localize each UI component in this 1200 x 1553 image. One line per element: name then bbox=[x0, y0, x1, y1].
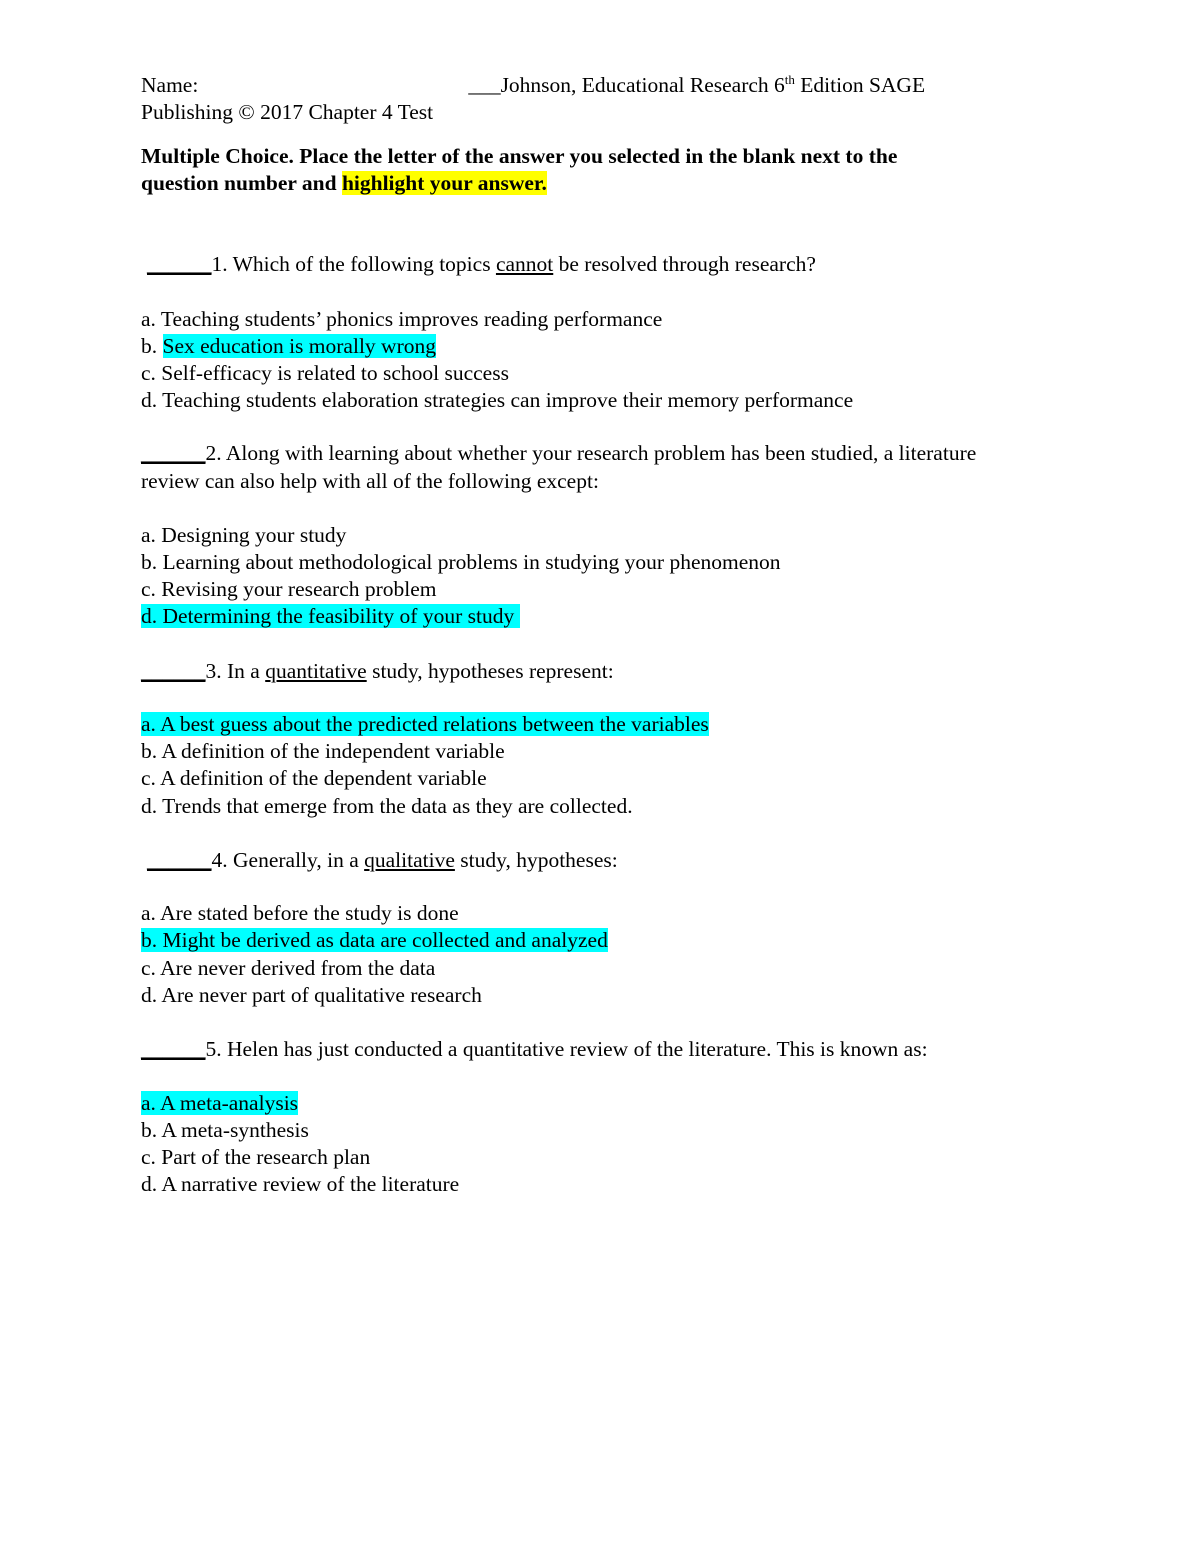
instructions-line-2 bbox=[141, 170, 547, 197]
option-1c bbox=[141, 360, 509, 387]
instructions-line-1: Multiple Choice. Place the letter of the answer you selected in the blank next to the bbox=[141, 144, 898, 168]
option-text: A meta-analysis bbox=[160, 1091, 299, 1115]
option-letter: d. bbox=[141, 1172, 162, 1196]
header-title-sup: th bbox=[784, 71, 795, 87]
option-2c bbox=[141, 576, 437, 603]
question-2-line-2: review can also help with all of the following except: bbox=[141, 469, 599, 493]
question-text: 2. Along with learning about whether your research problem has been studied, a literature bbox=[205, 441, 977, 465]
option-4b bbox=[141, 927, 608, 954]
option-letter: b. bbox=[141, 550, 163, 574]
option-text: Are never part of qualitative research bbox=[161, 983, 482, 1007]
option-letter: a. bbox=[141, 1091, 161, 1115]
option-text: Are stated before the study is done bbox=[160, 901, 459, 925]
question-text: 5. Helen has just conducted a quantitative review of the literature. This is known as: bbox=[205, 1037, 928, 1061]
option-letter: b. bbox=[141, 928, 163, 952]
question-3 bbox=[141, 658, 614, 685]
option-letter: c. bbox=[141, 1145, 162, 1169]
option-highlighted bbox=[141, 712, 709, 736]
option-letter: a. bbox=[141, 523, 162, 547]
name-label: Name: bbox=[141, 73, 199, 97]
option-letter: c. bbox=[141, 361, 162, 385]
option-text: A definition of the dependent variable bbox=[160, 766, 487, 790]
option-letter: d. bbox=[141, 388, 163, 412]
option-3a bbox=[141, 711, 709, 738]
answer-blank[interactable]: ______ bbox=[147, 848, 212, 872]
option-3c bbox=[141, 765, 487, 792]
option-text: A best guess about the predicted relations between the variables bbox=[160, 712, 709, 736]
option-text: Teaching students elaboration strategies can improve their memory performance bbox=[162, 388, 854, 412]
option-text: A definition of the independent variable bbox=[161, 739, 505, 763]
answer-blank[interactable]: ______ bbox=[141, 659, 206, 683]
option-2d bbox=[141, 603, 520, 630]
option-highlighted bbox=[141, 928, 608, 952]
option-letter: a. bbox=[141, 712, 161, 736]
question-text: 4. Generally, in a bbox=[211, 848, 365, 872]
answer-blank[interactable]: ______ bbox=[141, 1037, 206, 1061]
question-text-end: be resolved through research? bbox=[553, 252, 816, 276]
option-letter: c. bbox=[141, 956, 161, 980]
option-5c bbox=[141, 1144, 370, 1171]
option-3d bbox=[141, 793, 633, 820]
question-text-end: study, hypotheses represent: bbox=[366, 659, 614, 683]
option-text: Might be derived as data are collected and analyzed bbox=[162, 928, 608, 952]
name-blank: ___ bbox=[468, 73, 501, 97]
option-2a bbox=[141, 522, 346, 549]
option-highlighted bbox=[141, 1091, 298, 1115]
option-letter: b. bbox=[141, 739, 162, 763]
option-text: Revising your research problem bbox=[161, 577, 437, 601]
option-5d bbox=[141, 1171, 459, 1198]
question-4 bbox=[147, 847, 618, 874]
option-text: Are never derived from the data bbox=[160, 956, 436, 980]
question-emphasis: qualitative bbox=[364, 848, 455, 872]
question-text: 3. In a bbox=[205, 659, 266, 683]
option-text: Part of the research plan bbox=[161, 1145, 371, 1169]
header-title: Johnson, Educational Research 6 bbox=[500, 73, 785, 97]
question-text: 1. Which of the following topics bbox=[211, 252, 496, 276]
option-1a bbox=[141, 306, 662, 333]
option-highlighted bbox=[141, 604, 520, 628]
question-5 bbox=[141, 1036, 928, 1063]
option-text: Determining the feasibility of your study bbox=[162, 604, 515, 628]
option-letter: d. bbox=[141, 604, 163, 628]
option-text: Self-efficacy is related to school success bbox=[161, 361, 509, 385]
option-letter: b. bbox=[141, 1118, 162, 1142]
instructions-text: question number and bbox=[141, 171, 342, 195]
option-1b bbox=[141, 333, 436, 360]
question-text-end: study, hypotheses: bbox=[454, 848, 618, 872]
option-5a bbox=[141, 1090, 298, 1117]
option-text: Trends that emerge from the data as they are collected. bbox=[162, 794, 633, 818]
option-3b bbox=[141, 738, 505, 765]
option-letter: b. bbox=[141, 334, 163, 358]
option-letter: a. bbox=[141, 901, 161, 925]
option-text-highlighted: Sex education is morally wrong bbox=[162, 334, 436, 358]
answer-blank[interactable]: ______ bbox=[141, 441, 206, 465]
header-line-1 bbox=[141, 72, 925, 99]
option-letter: d. bbox=[141, 983, 162, 1007]
answer-blank[interactable]: ______ bbox=[147, 252, 212, 276]
option-letter: c. bbox=[141, 766, 161, 790]
option-1d bbox=[141, 387, 853, 414]
header-title-end: Edition SAGE bbox=[794, 73, 926, 97]
option-4a bbox=[141, 900, 459, 927]
question-emphasis: cannot bbox=[495, 252, 554, 276]
option-letter: d. bbox=[141, 794, 163, 818]
option-5b bbox=[141, 1117, 309, 1144]
question-emphasis: quantitative bbox=[265, 659, 367, 683]
option-letter: a. bbox=[141, 307, 161, 331]
option-letter: c. bbox=[141, 577, 162, 601]
option-text: A meta-synthesis bbox=[161, 1118, 309, 1142]
option-text: Designing your study bbox=[161, 523, 347, 547]
option-text: Learning about methodological problems in studying your phenomenon bbox=[162, 550, 781, 574]
option-4c bbox=[141, 955, 435, 982]
option-text: Teaching students’ phonics improves reading performance bbox=[160, 307, 663, 331]
question-1 bbox=[147, 251, 816, 278]
option-text: A narrative review of the literature bbox=[161, 1172, 460, 1196]
question-2 bbox=[141, 440, 976, 467]
option-4d bbox=[141, 982, 482, 1009]
option-2b bbox=[141, 549, 781, 576]
instructions-highlight: highlight your answer. bbox=[341, 171, 547, 195]
header-line-2: Publishing © 2017 Chapter 4 Test bbox=[141, 100, 434, 124]
